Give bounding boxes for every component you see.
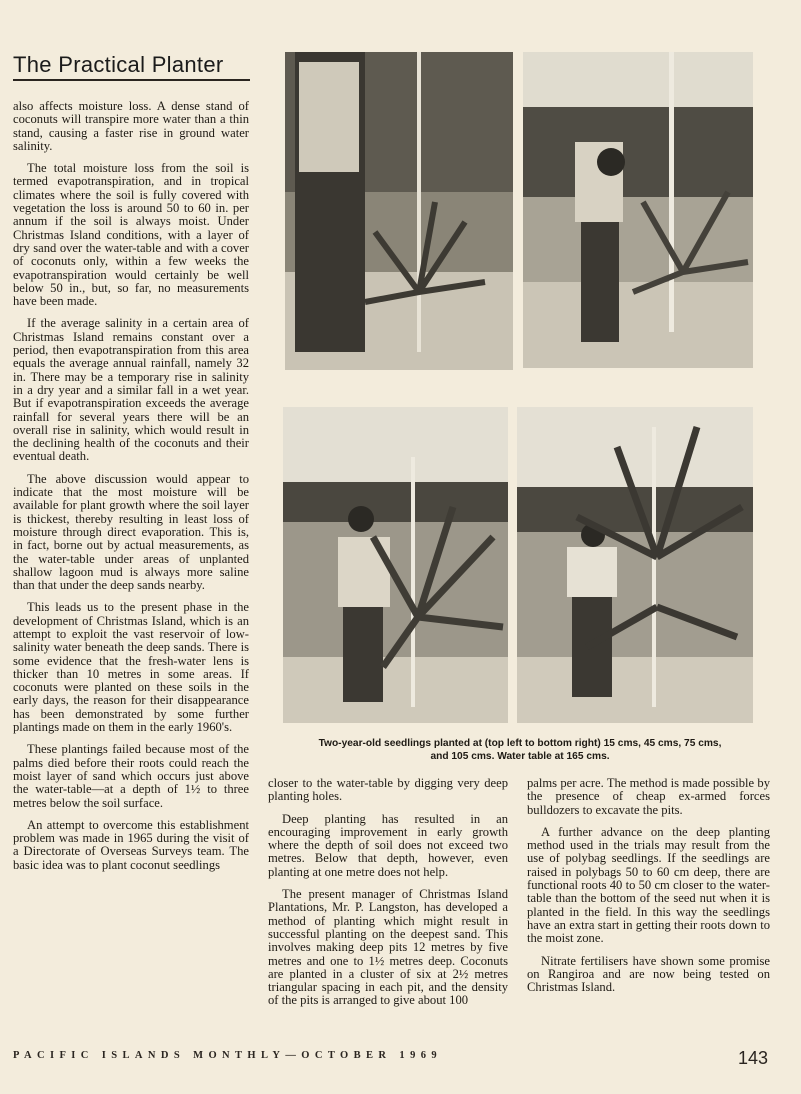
photo-bottom-left — [283, 407, 508, 723]
paragraph: also affects moisture loss. A dense stand of coconuts will transpire more water than a thin stand, causing a faster rise in ground water salinity. — [13, 99, 249, 153]
photo-bottom-right — [517, 407, 753, 723]
paragraph: The total moisture loss from the soil is termed evapotranspiration, and in tropical climates where the soil is fully covered with vegetation the loss is around 50 to 60 in. per annum if the soil is always moist. Under Christmas Island conditions, with a layer of dry sand over the water-table and with a cover of coconuts only, within a few weeks the evapotranspiration would certainly be well below 50 in., but, so far, no measurements have been made. — [13, 161, 249, 309]
paragraph: closer to the water-table by digging very deep planting holes. — [268, 776, 508, 804]
paragraph: palms per acre. The method is made possible by the presence of cheap ex-armed forces bulldozers to excavate the pits. — [527, 776, 770, 817]
column-2 — [268, 777, 508, 1017]
paragraph: This leads us to the present phase in the development of Christmas Island, which is an attempt to exploit the vast reservoir of low-salinity water beneath the deep sands. There is some evidence that the fresh-water lens is thicker than 10 metres in some areas. If coconuts were planted on these soils in the early days, the reason for their disappearance has been demonstrated by some further plantings made on them in the early 1960's. — [13, 600, 249, 735]
photo-top-right — [523, 52, 753, 368]
page-number: 143 — [738, 1048, 769, 1068]
paragraph: Nitrate fertilisers have shown some promise on Rangiroa and are now being tested on Christmas Island. — [527, 953, 770, 995]
photo-top-left — [285, 52, 513, 370]
paragraph: If the average salinity in a certain area of Christmas Island remains constant over a period, then evapotranspiration from this area equals the average annual rainfall, namely 32 in. There may be a temporary rise in salinity in a dry year and a similar fall in a wet year. But if evapotranspiration exceeds the average rainfall for several years there will be an overall rise in salinity, which would result in the declining health of the coconuts and their eventual death. — [13, 316, 249, 464]
paragraph: An attempt to overcome this establishment problem was made in 1965 during the visit of a Directorate of Overseas Surveys team. The basic idea was to plant coconut seedlings — [13, 817, 249, 872]
column-3 — [527, 777, 770, 1003]
caption-line: and 105 cms. Water table at 165 cms. — [430, 751, 610, 762]
paragraph: Deep planting has resulted in an encouraging improvement in early growth where the depth of soil does not exceed two metres. Below that depth, however, even planting at one metre does not help. — [268, 811, 508, 879]
column-1 — [13, 100, 249, 881]
paragraph: The above discussion would appear to indicate that the most moisture will be available for plant growth where the soil layer is thickest, thereby resulting in least loss of moisture through direct evaporation. This is, in fact, borne out by actual measurements, as the water-table under areas of unplanted shallow lagoon mud is always more saline than that under the deep sands nearby. — [13, 471, 249, 593]
paragraph: These plantings failed because most of the palms died before their roots could reach the moist layer of sand which occurs just above the water-table—at a depth of 1½ to three metres below the soil surface. — [13, 742, 249, 810]
photo-caption — [265, 737, 775, 763]
caption-line: Two-year-old seedlings planted at (top left to bottom right) 15 cms, 45 cms, 75 cms, — [318, 738, 722, 749]
running-footer: PACIFIC ISLANDS MONTHLY—OCTOBER 1969 — [13, 1050, 443, 1061]
paragraph: A further advance on the deep planting method used in the trials may result from the use of polybag seedlings. If the seedlings are raised in polybags 50 to 60 cm deep, there are functional roots 40 to 50 cm closer to the water-table than the bottom of the seed nut when it is planted in the field. In this way the seedlings have an extra start in getting their roots down to the moist zone. — [527, 824, 770, 946]
paragraph: The present manager of Christmas Island Plantations, Mr. P. Langston, has developed a method of planting which might result in successful planting on the deepest sand. This involves making deep pits 12 metres by five metres and one to 1½ metres deep. Coconuts are planted in a cluster of six at 2½ metres triangular spacing in each pit, and the density of the pits is arranged to give about 100 — [268, 887, 508, 1008]
title-rule — [13, 79, 250, 81]
page-title: The Practical Planter — [13, 52, 224, 77]
